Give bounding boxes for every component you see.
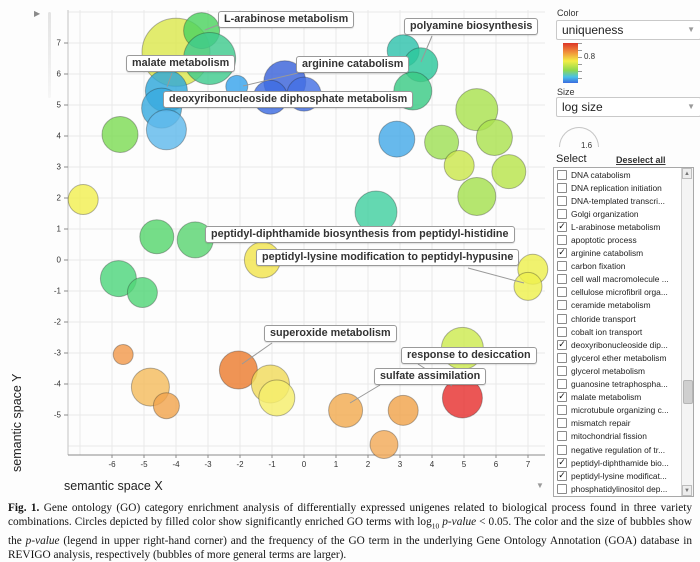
list-item-cobalt-ion-transport[interactable] [554, 325, 693, 338]
x-tick-label: -5 [140, 460, 148, 469]
bubble[interactable] [379, 121, 415, 157]
term-label-peptidyl-diphthamide-biosynthesis-from-peptidyl-histidine: peptidyl-diphthamide biosynthesis from peptidyl-histidine [205, 226, 515, 243]
list-item-label: malate metabolism [571, 392, 642, 403]
term-label-response-to-desiccation: response to desiccation [401, 347, 537, 364]
size-dropdown-value: log size [562, 100, 603, 114]
term-label-l-arabinose-metabolism: L-arabinose metabolism [218, 11, 354, 28]
x-tick-label: 0 [301, 460, 307, 469]
list-item-label: guanosine tetraphospha... [571, 379, 668, 390]
checkbox-checked[interactable]: ✓ [558, 247, 566, 258]
play-icon[interactable]: ▶ [34, 9, 41, 18]
checkbox-unchecked[interactable] [557, 484, 567, 494]
x-tick-label: 5 [461, 460, 467, 469]
list-item-label: glycerol metabolism [571, 365, 646, 376]
y-tick-label: -1 [53, 286, 61, 296]
bubble[interactable] [102, 116, 138, 152]
x-tick-label: -3 [204, 460, 212, 469]
y-tick-label: -2 [53, 317, 61, 327]
list-item-arginine-catabolism[interactable] [554, 247, 693, 260]
chevron-down-icon[interactable]: ▼ [536, 481, 544, 490]
caption-segment: p-value [25, 534, 60, 547]
list-item-label: negative regulation of tr... [571, 444, 666, 455]
list-item-guanosine-tetraphospha-[interactable] [554, 378, 693, 391]
list-item-label: DNA-templated transcri... [571, 195, 666, 206]
y-tick-label: -4 [53, 379, 61, 389]
list-item-dna-catabolism[interactable] [554, 168, 693, 181]
bubble[interactable] [113, 345, 133, 365]
checkbox-unchecked[interactable] [557, 366, 567, 376]
y-tick-label: -3 [53, 348, 61, 358]
list-item-label: carbon fixation [571, 261, 626, 272]
scroll-down-icon[interactable]: ▼ [682, 485, 692, 496]
list-item-deoxyribonucleoside-dip-[interactable] [554, 338, 693, 351]
caption-segment: 10 [431, 521, 440, 531]
list-item-label: cobalt ion transport [571, 326, 643, 337]
list-item-label: mitochondrial fission [571, 431, 647, 442]
list-item-peptidyl-lysine-modificat-[interactable] [554, 469, 693, 482]
list-item-label: L-arabinose metabolism [571, 221, 661, 232]
bubble[interactable] [370, 430, 398, 458]
checkbox-unchecked[interactable] [557, 353, 567, 363]
term-label-arginine-catabolism: arginine catabolism [296, 56, 409, 73]
y-tick-label: 7 [56, 38, 61, 48]
y-tick-label: 4 [56, 131, 61, 141]
caption-segment: Gene ontology (GO) category enrichment analysis of differentially expressed unigenes related to biological process found in three variety combinations. Circles depicted by filled color show significantly enriched GO terms with log [8, 502, 693, 529]
x-tick-label: 6 [493, 460, 499, 469]
chevron-down-icon: ▼ [687, 25, 695, 34]
checkbox-checked[interactable]: ✓ [558, 338, 566, 349]
list-item-label: DNA replication initiation [571, 182, 662, 193]
list-item-glycerol-ether-metabolism[interactable] [554, 351, 693, 364]
list-item-dna-replication-initiation[interactable] [554, 181, 693, 194]
color-dropdown[interactable] [556, 20, 700, 40]
checkbox-unchecked[interactable] [557, 445, 567, 455]
checkbox-unchecked[interactable] [557, 327, 567, 337]
list-item-malate-metabolism[interactable] [554, 391, 693, 404]
mini-scrollbar[interactable] [48, 12, 51, 98]
y-tick-label: 5 [56, 100, 61, 110]
x-tick-label: 2 [365, 460, 371, 469]
term-label-peptidyl-lysine-modification-to-peptidyl-hypusine: peptidyl-lysine modification to peptidyl-hypusine [256, 249, 519, 266]
list-item-mitochondrial-fission[interactable] [554, 430, 693, 443]
x-tick-label: 4 [429, 460, 435, 469]
caption-segment: (legend in upper right-hand corner) and the frequency of the GO term in the underlying Gene Ontology Annotation (GOA) database in REVIGO analysis, respectively (bubbles of more general terms are larger). [8, 534, 692, 561]
bubble[interactable] [146, 110, 186, 150]
go-term-list [553, 167, 694, 497]
bubble[interactable] [127, 278, 157, 308]
list-item-negative-regulation-of-tr-[interactable] [554, 443, 693, 456]
y-tick-label: 2 [56, 193, 61, 203]
list-item-l-arabinose-metabolism[interactable] [554, 220, 693, 233]
list-item-dna-templated-transcri-[interactable] [554, 194, 693, 207]
color-scale-gradient [563, 43, 578, 83]
list-item-label: arginine catabolism [571, 248, 644, 259]
y-tick-label: -5 [53, 410, 61, 420]
list-scrollbar[interactable] [681, 168, 693, 496]
checkbox-checked[interactable]: ✓ [558, 391, 566, 402]
x-tick-label: 7 [525, 460, 531, 469]
checkbox-unchecked[interactable] [557, 170, 567, 180]
x-tick-label: -6 [108, 460, 116, 469]
list-item-chloride-transport[interactable] [554, 312, 693, 325]
checkbox-unchecked[interactable] [557, 405, 567, 415]
checkbox-unchecked[interactable] [557, 261, 567, 271]
list-item-cell-wall-macromolecule-[interactable] [554, 273, 693, 286]
checkbox-unchecked[interactable] [557, 274, 567, 284]
checkbox-unchecked[interactable] [557, 183, 567, 193]
checkbox-unchecked[interactable] [557, 235, 567, 245]
scrollbar-thumb[interactable] [683, 380, 693, 404]
list-item-mismatch-repair[interactable] [554, 417, 693, 430]
checkbox-unchecked[interactable] [557, 379, 567, 389]
size-scale-tick-label: 1.6 [581, 141, 593, 150]
checkbox-unchecked[interactable] [557, 209, 567, 219]
scroll-up-icon[interactable]: ▲ [682, 168, 692, 179]
checkbox-unchecked[interactable] [557, 431, 567, 441]
list-item-ceramide-metabolism[interactable] [554, 299, 693, 312]
list-item-label: glycerol ether metabolism [571, 352, 667, 363]
x-axis-title: semantic space X [64, 479, 163, 493]
checkbox-unchecked[interactable] [557, 300, 567, 310]
list-item-apoptotic-process[interactable] [554, 233, 693, 246]
y-tick-label: 1 [56, 224, 61, 234]
term-label-sulfate-assimilation: sulfate assimilation [374, 368, 486, 385]
list-item-label: cell wall macromolecule ... [571, 274, 669, 285]
deselect-all-link[interactable]: Deselect all [616, 155, 666, 165]
color-scale-tick-label: 0.8 [584, 52, 596, 61]
color-scale-ticks [578, 43, 582, 83]
x-tick-label: -2 [236, 460, 244, 469]
caption-segment: p-value [442, 516, 477, 529]
term-label-superoxide-metabolism: superoxide metabolism [264, 325, 397, 342]
list-item-label: microtubule organizing c... [571, 405, 669, 416]
color-dropdown-value: uniqueness [562, 23, 624, 37]
checkbox-unchecked[interactable] [557, 314, 567, 324]
term-label-malate-metabolism: malate metabolism [126, 55, 235, 72]
list-item-label: mismatch repair [571, 418, 631, 429]
bubble[interactable] [444, 150, 474, 180]
y-tick-label: 6 [56, 69, 61, 79]
list-item-cellulose-microfibril-orga-[interactable] [554, 286, 693, 299]
bubble[interactable] [388, 395, 418, 425]
checkbox-unchecked[interactable] [557, 287, 567, 297]
list-item-label: phosphatidylinositol dep... [571, 483, 668, 494]
caption-segment: < 0.05. The color and the size of bubbles show the [8, 516, 692, 547]
list-item-label: deoxyribonucleoside dip... [571, 339, 668, 350]
list-item-label: ceramide metabolism [571, 300, 651, 311]
list-item-glycerol-metabolism[interactable] [554, 364, 693, 377]
bubble[interactable] [68, 185, 98, 215]
label-connector [350, 385, 380, 403]
size-section-label: Size [557, 87, 575, 97]
color-section-label: Color [557, 8, 579, 18]
list-item-microtubule-organizing-c-[interactable] [554, 404, 693, 417]
list-item-label: cellulose microfibril orga... [571, 287, 668, 298]
checkbox-unchecked[interactable] [557, 418, 567, 428]
x-tick-label: -1 [268, 460, 276, 469]
x-tick-label: -4 [172, 460, 180, 469]
figure-caption [8, 501, 692, 562]
list-item-phosphatidylinositol-dep-[interactable] [554, 482, 693, 495]
list-item-label: peptidyl-diphthamide bio... [571, 457, 669, 468]
term-label-deoxyribonucleoside-diphosphate-metabolism: deoxyribonucleoside diphosphate metabolism [163, 91, 413, 108]
list-item-peptidyl-diphthamide-bio-[interactable] [554, 456, 693, 469]
bubble[interactable] [259, 380, 295, 416]
checkbox-unchecked[interactable] [557, 196, 567, 206]
bubble[interactable] [476, 120, 512, 156]
checkbox-checked[interactable]: ✓ [558, 220, 566, 231]
bubble[interactable] [140, 220, 174, 254]
checkbox-checked[interactable]: ✓ [558, 469, 566, 480]
x-tick-label: 1 [333, 460, 339, 469]
x-tick-label: 3 [397, 460, 403, 469]
list-item-label: chloride transport [571, 313, 636, 324]
list-item-label: peptidyl-lysine modificat... [571, 470, 667, 481]
bubble[interactable] [492, 155, 526, 189]
list-item-label: DNA catabolism [571, 169, 631, 180]
caption-segment: Fig. 1. [8, 502, 40, 514]
y-tick-label: 0 [56, 255, 61, 265]
bubble[interactable] [458, 177, 496, 215]
go-term-rows [554, 168, 693, 495]
term-label-polyamine-biosynthesis: polyamine biosynthesis [404, 18, 538, 35]
list-item-label: Golgi organization [571, 208, 639, 219]
list-item-golgi-organization[interactable] [554, 207, 693, 220]
y-axis-title: semantic space Y [10, 373, 24, 472]
select-section-label: Select [556, 153, 587, 165]
list-item-label: apoptotic process [571, 235, 637, 246]
bubble[interactable] [153, 393, 179, 419]
bubble-peptidyl-lysine-modification-to-peptidyl-hypusine[interactable] [514, 272, 542, 300]
checkbox-checked[interactable]: ✓ [558, 456, 566, 467]
list-item-carbon-fixation[interactable] [554, 260, 693, 273]
size-dropdown[interactable] [556, 97, 700, 117]
y-tick-label: 3 [56, 162, 61, 172]
chevron-down-icon: ▼ [687, 102, 695, 111]
